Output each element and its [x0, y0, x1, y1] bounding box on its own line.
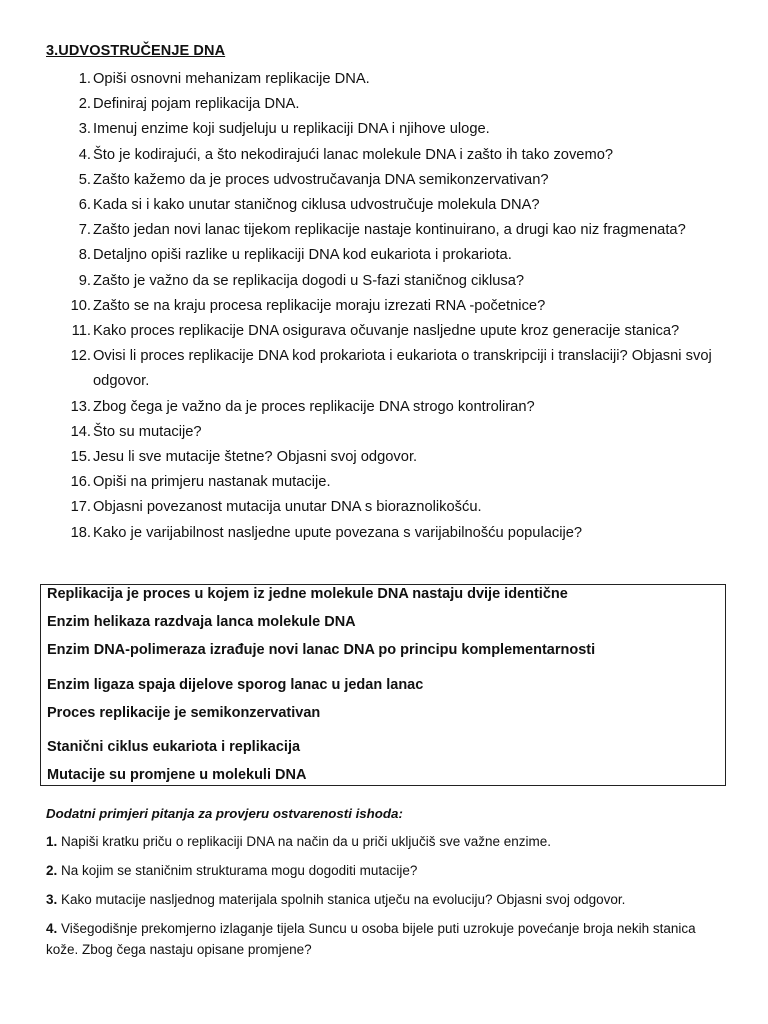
- question-text: Kako proces replikacije DNA osigurava očuvanje nasljedne upute kroz generacije stanica?: [93, 323, 680, 340]
- question-text: Objasni povezanost mutacija unutar DNA s bioraznolikošću.: [93, 499, 482, 516]
- summary-line: Enzim ligaza spaja dijelove sporog lanac u jedan lanac: [47, 677, 424, 693]
- extra-question-text: Na kojim se staničnim strukturama mogu dogoditi mutacije?: [61, 863, 418, 878]
- summary-line: Replikacija je proces u kojem iz jedne molekule DNA nastaju dvije identične: [47, 586, 568, 602]
- question-text: Ovisi li proces replikacije DNA kod prokariota i eukariota o transkripciji i translaciji? Objasni svoj odgovor.: [93, 348, 712, 390]
- extra-question-text: Kako mutacije nasljednog materijala spolnih stanica utječu na evoluciju? Objasni svoj odgovor.: [61, 892, 626, 907]
- question-text: Kako je varijabilnost nasljedne upute povezana s varijabilnošću populacije?: [93, 524, 583, 541]
- question-number: 6.: [78, 197, 91, 214]
- question-item: [0, 92, 768, 117]
- question-number: 4.: [78, 146, 91, 163]
- question-number: 7.: [78, 222, 91, 239]
- question-item: [0, 67, 768, 92]
- question-item: [0, 168, 768, 193]
- extra-question: [46, 861, 726, 882]
- question-text: Što je kodirajući, a što nekodirajući lanac molekule DNA i zašto ih tako zovemo?: [93, 146, 614, 163]
- question-number: 2.: [78, 96, 91, 113]
- summary-line: Enzim DNA-polimeraza izrađuje novi lanac DNA po principu komplementarnosti: [47, 642, 596, 658]
- question-text: Imenuj enzime koji sudjeluju u replikaciji DNA i njihove uloge.: [93, 121, 490, 138]
- question-text: Što su mutacije?: [93, 423, 202, 440]
- question-number: 9.: [78, 272, 91, 289]
- question-number: 14.: [70, 423, 91, 440]
- extra-question-text: Napiši kratku priču o replikaciji DNA na način da u priči uključiš sve važne enzime.: [61, 834, 551, 849]
- question-text: Kada si i kako unutar staničnog ciklusa udvostručuje molekula DNA?: [93, 197, 540, 214]
- question-number: 11.: [71, 323, 91, 340]
- extra-question-number: 1.: [46, 834, 58, 849]
- question-number: 17.: [70, 499, 91, 516]
- question-item: [0, 294, 768, 319]
- question-text: Definiraj pojam replikacija DNA.: [93, 96, 300, 113]
- question-text: Zašto kažemo da je proces udvostručavanja DNA semikonzervativan?: [93, 171, 549, 188]
- question-number: 16.: [70, 474, 91, 491]
- question-text: Zašto jedan novi lanac tijekom replikacije nastaje kontinuirano, a drugi kao niz fragmenata?: [93, 222, 686, 239]
- question-item: [0, 445, 768, 470]
- extra-question-number: 3.: [46, 892, 58, 907]
- summary-line: Stanični ciklus eukariota i replikacija: [47, 739, 301, 755]
- question-list: [0, 67, 768, 546]
- extra-question: [46, 832, 726, 853]
- question-text: Zbog čega je važno da je proces replikacije DNA strogo kontroliran?: [93, 398, 535, 415]
- question-text: Opiši na primjeru nastanak mutacije.: [93, 474, 331, 491]
- question-item: [0, 521, 768, 546]
- question-item: [0, 420, 768, 445]
- question-item: [0, 395, 768, 420]
- question-text: Jesu li sve mutacije štetne? Objasni svoj odgovor.: [93, 449, 418, 466]
- question-item: [0, 117, 768, 142]
- question-number: 10.: [70, 297, 91, 314]
- question-number: 3.: [78, 121, 91, 138]
- extra-question-number: 4.: [46, 921, 58, 936]
- question-number: 18.: [70, 524, 91, 541]
- summary-line: Enzim helikaza razdvaja lanca molekule DNA: [47, 614, 356, 630]
- question-number: 15.: [70, 449, 91, 466]
- question-item: [0, 193, 768, 218]
- summary-box: [40, 584, 726, 786]
- question-item: [0, 269, 768, 294]
- question-number: 5.: [78, 171, 91, 188]
- question-text: Zašto se na kraju procesa replikacije moraju izrezati RNA -početnice?: [93, 297, 546, 314]
- question-number: 13.: [70, 398, 91, 415]
- question-item: [0, 495, 768, 520]
- summary-line: Mutacije su promjene u molekuli DNA: [47, 767, 307, 783]
- question-item: [0, 218, 768, 243]
- extra-questions-heading: Dodatni primjeri pitanja za provjeru ostvarenosti ishoda:: [46, 806, 403, 821]
- question-text: Detaljno opiši razlike u replikaciji DNA kod eukariota i prokariota.: [93, 247, 512, 264]
- summary-line: Proces replikacije je semikonzervativan: [47, 705, 321, 721]
- question-item: [0, 344, 768, 394]
- extra-question-text: Višegodišnje prekomjerno izlaganje tijela Suncu u osoba bijele puti uzrokuje povećanje broja nekih stanica kože. Zbog čega nastaju opisane promjene?: [46, 921, 696, 957]
- question-number: 1.: [78, 71, 91, 87]
- extra-question-number: 2.: [46, 863, 58, 878]
- extra-question: [46, 890, 726, 911]
- question-item: [0, 470, 768, 495]
- extra-question: [46, 919, 726, 960]
- question-item: [0, 319, 768, 344]
- question-item: [0, 243, 768, 268]
- question-number: 12.: [70, 348, 91, 365]
- question-text: Opiši osnovni mehanizam replikacije DNA.: [93, 71, 370, 87]
- section-title: 3.UDVOSTRUČENJE DNA: [46, 43, 226, 59]
- question-item: [0, 143, 768, 168]
- question-text: Zašto je važno da se replikacija dogodi u S-fazi staničnog ciklusa?: [93, 272, 525, 289]
- question-number: 8.: [78, 247, 91, 264]
